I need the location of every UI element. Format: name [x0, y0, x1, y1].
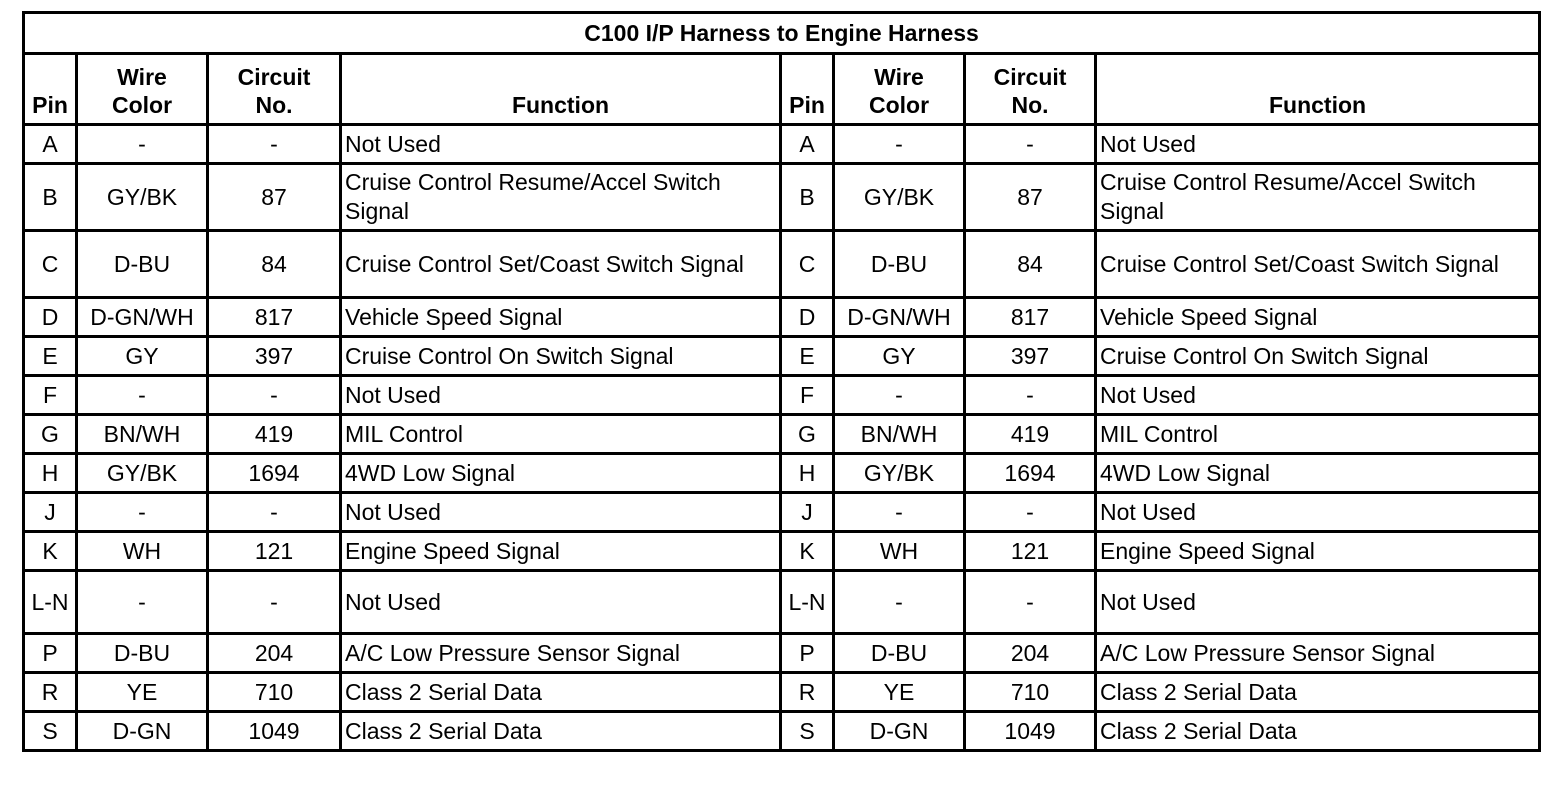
circuit-cell: 710 — [965, 673, 1096, 712]
table-row — [24, 231, 1540, 298]
table-row — [24, 571, 1540, 634]
header-circuit-no-right-line2: No. — [1011, 92, 1049, 118]
header-function-right: Function — [1096, 54, 1540, 125]
header-wire-color-right — [834, 54, 965, 125]
wire-color-cell: D-GN/WH — [834, 298, 965, 337]
pin-cell: S — [24, 712, 77, 751]
circuit-cell: 817 — [208, 298, 341, 337]
function-cell: Engine Speed Signal — [1096, 532, 1540, 571]
pin-cell: E — [781, 337, 834, 376]
wire-color-cell: - — [77, 571, 208, 634]
header-circuit-no-right — [965, 54, 1096, 125]
header-circuit-no — [208, 54, 341, 125]
function-cell: A/C Low Pressure Sensor Signal — [341, 634, 781, 673]
function-cell: Class 2 Serial Data — [341, 712, 781, 751]
pin-cell: L-N — [24, 571, 77, 634]
pin-cell: C — [24, 231, 77, 298]
circuit-cell: - — [965, 493, 1096, 532]
wire-color-cell: GY — [834, 337, 965, 376]
pin-cell: J — [24, 493, 77, 532]
pin-cell: R — [781, 673, 834, 712]
table-row — [24, 164, 1540, 231]
circuit-cell: - — [208, 493, 341, 532]
wire-color-cell: GY/BK — [834, 164, 965, 231]
pin-cell: H — [24, 454, 77, 493]
pin-cell: A — [781, 125, 834, 164]
header-circuit-no-line1: Circuit — [237, 64, 311, 90]
header-function: Function — [341, 54, 781, 125]
circuit-cell: 1049 — [965, 712, 1096, 751]
function-cell: MIL Control — [341, 415, 781, 454]
circuit-cell: - — [208, 376, 341, 415]
wire-color-cell: - — [77, 125, 208, 164]
function-cell: Not Used — [1096, 571, 1540, 634]
table-row — [24, 454, 1540, 493]
function-cell: Vehicle Speed Signal — [341, 298, 781, 337]
header-wire-color-line2: Color — [111, 92, 173, 118]
pin-cell: D — [781, 298, 834, 337]
table-row — [24, 493, 1540, 532]
function-cell: Class 2 Serial Data — [341, 673, 781, 712]
pin-cell: E — [24, 337, 77, 376]
circuit-cell: 87 — [965, 164, 1096, 231]
pin-cell: K — [781, 532, 834, 571]
circuit-cell: 397 — [208, 337, 341, 376]
circuit-cell: - — [208, 571, 341, 634]
circuit-cell: 121 — [208, 532, 341, 571]
function-cell: MIL Control — [1096, 415, 1540, 454]
pin-cell: G — [24, 415, 77, 454]
wire-color-cell: GY/BK — [77, 454, 208, 493]
table-row — [24, 532, 1540, 571]
wire-color-cell: BN/WH — [77, 415, 208, 454]
connector-table-frame — [22, 11, 1541, 752]
header-circuit-no-line2: No. — [255, 92, 293, 118]
pin-cell: D — [24, 298, 77, 337]
wire-color-cell: - — [834, 376, 965, 415]
header-wire-color-line1: Wire — [117, 64, 167, 90]
pin-cell: S — [781, 712, 834, 751]
function-cell: A/C Low Pressure Sensor Signal — [1096, 634, 1540, 673]
function-cell: Not Used — [341, 376, 781, 415]
function-cell: Not Used — [1096, 493, 1540, 532]
function-cell: 4WD Low Signal — [1096, 454, 1540, 493]
wire-color-cell: - — [77, 376, 208, 415]
wire-color-cell: BN/WH — [834, 415, 965, 454]
circuit-cell: 84 — [208, 231, 341, 298]
circuit-cell: - — [965, 571, 1096, 634]
pin-cell: F — [24, 376, 77, 415]
function-cell: Cruise Control Set/Coast Switch Signal — [1096, 231, 1540, 298]
header-wire-color — [77, 54, 208, 125]
circuit-cell: 1049 — [208, 712, 341, 751]
table-row — [24, 337, 1540, 376]
wire-color-cell: - — [834, 571, 965, 634]
function-cell: Not Used — [341, 493, 781, 532]
table-row — [24, 376, 1540, 415]
pin-cell: A — [24, 125, 77, 164]
header-circuit-no-right-line1: Circuit — [993, 64, 1067, 90]
function-cell: Not Used — [1096, 376, 1540, 415]
header-wire-color-right-line2: Color — [868, 92, 930, 118]
function-cell: Class 2 Serial Data — [1096, 712, 1540, 751]
pin-cell: K — [24, 532, 77, 571]
circuit-cell: 84 — [965, 231, 1096, 298]
wire-color-cell: GY/BK — [834, 454, 965, 493]
circuit-cell: - — [965, 376, 1096, 415]
pin-cell: B — [24, 164, 77, 231]
table-row — [24, 673, 1540, 712]
circuit-cell: 817 — [965, 298, 1096, 337]
function-cell: Cruise Control On Switch Signal — [341, 337, 781, 376]
wire-color-cell: D-BU — [834, 231, 965, 298]
wire-color-cell: GY/BK — [77, 164, 208, 231]
connector-table — [22, 11, 1541, 752]
pin-cell: L-N — [781, 571, 834, 634]
circuit-cell: 1694 — [965, 454, 1096, 493]
circuit-cell: 397 — [965, 337, 1096, 376]
circuit-cell: 419 — [208, 415, 341, 454]
table-row — [24, 298, 1540, 337]
table-row — [24, 125, 1540, 164]
pin-cell: F — [781, 376, 834, 415]
circuit-cell: 419 — [965, 415, 1096, 454]
function-cell: Cruise Control Resume/Accel Switch Signal — [341, 164, 781, 231]
table-row — [24, 712, 1540, 751]
pin-cell: P — [781, 634, 834, 673]
wire-color-cell: WH — [834, 532, 965, 571]
wire-color-cell: YE — [77, 673, 208, 712]
wire-color-cell: - — [834, 125, 965, 164]
table-row — [24, 634, 1540, 673]
function-cell: Cruise Control Set/Coast Switch Signal — [341, 231, 781, 298]
wire-color-cell: - — [77, 493, 208, 532]
wire-color-cell: D-GN/WH — [77, 298, 208, 337]
function-cell: Engine Speed Signal — [341, 532, 781, 571]
circuit-cell: - — [965, 125, 1096, 164]
function-cell: Cruise Control On Switch Signal — [1096, 337, 1540, 376]
circuit-cell: 1694 — [208, 454, 341, 493]
circuit-cell: 710 — [208, 673, 341, 712]
pin-cell: R — [24, 673, 77, 712]
pin-cell: J — [781, 493, 834, 532]
function-cell: Class 2 Serial Data — [1096, 673, 1540, 712]
function-cell: Not Used — [1096, 125, 1540, 164]
table-title: C100 I/P Harness to Engine Harness — [24, 13, 1540, 54]
wire-color-cell: WH — [77, 532, 208, 571]
header-wire-color-right-line1: Wire — [874, 64, 924, 90]
header-pin-right: Pin — [781, 54, 834, 125]
pin-cell: H — [781, 454, 834, 493]
pin-cell: P — [24, 634, 77, 673]
circuit-cell: 121 — [965, 532, 1096, 571]
column-header-row — [24, 54, 1540, 125]
wire-color-cell: D-GN — [77, 712, 208, 751]
function-cell: Vehicle Speed Signal — [1096, 298, 1540, 337]
pin-cell: C — [781, 231, 834, 298]
wire-color-cell: GY — [77, 337, 208, 376]
pin-cell: B — [781, 164, 834, 231]
header-pin: Pin — [24, 54, 77, 125]
table-row — [24, 415, 1540, 454]
wire-color-cell: D-BU — [77, 231, 208, 298]
wire-color-cell: D-BU — [77, 634, 208, 673]
wire-color-cell: YE — [834, 673, 965, 712]
wire-color-cell: D-GN — [834, 712, 965, 751]
wire-color-cell: - — [834, 493, 965, 532]
pin-cell: G — [781, 415, 834, 454]
function-cell: 4WD Low Signal — [341, 454, 781, 493]
circuit-cell: 204 — [965, 634, 1096, 673]
circuit-cell: 87 — [208, 164, 341, 231]
circuit-cell: - — [208, 125, 341, 164]
function-cell: Cruise Control Resume/Accel Switch Signal — [1096, 164, 1540, 231]
wire-color-cell: D-BU — [834, 634, 965, 673]
circuit-cell: 204 — [208, 634, 341, 673]
function-cell: Not Used — [341, 571, 781, 634]
function-cell: Not Used — [341, 125, 781, 164]
